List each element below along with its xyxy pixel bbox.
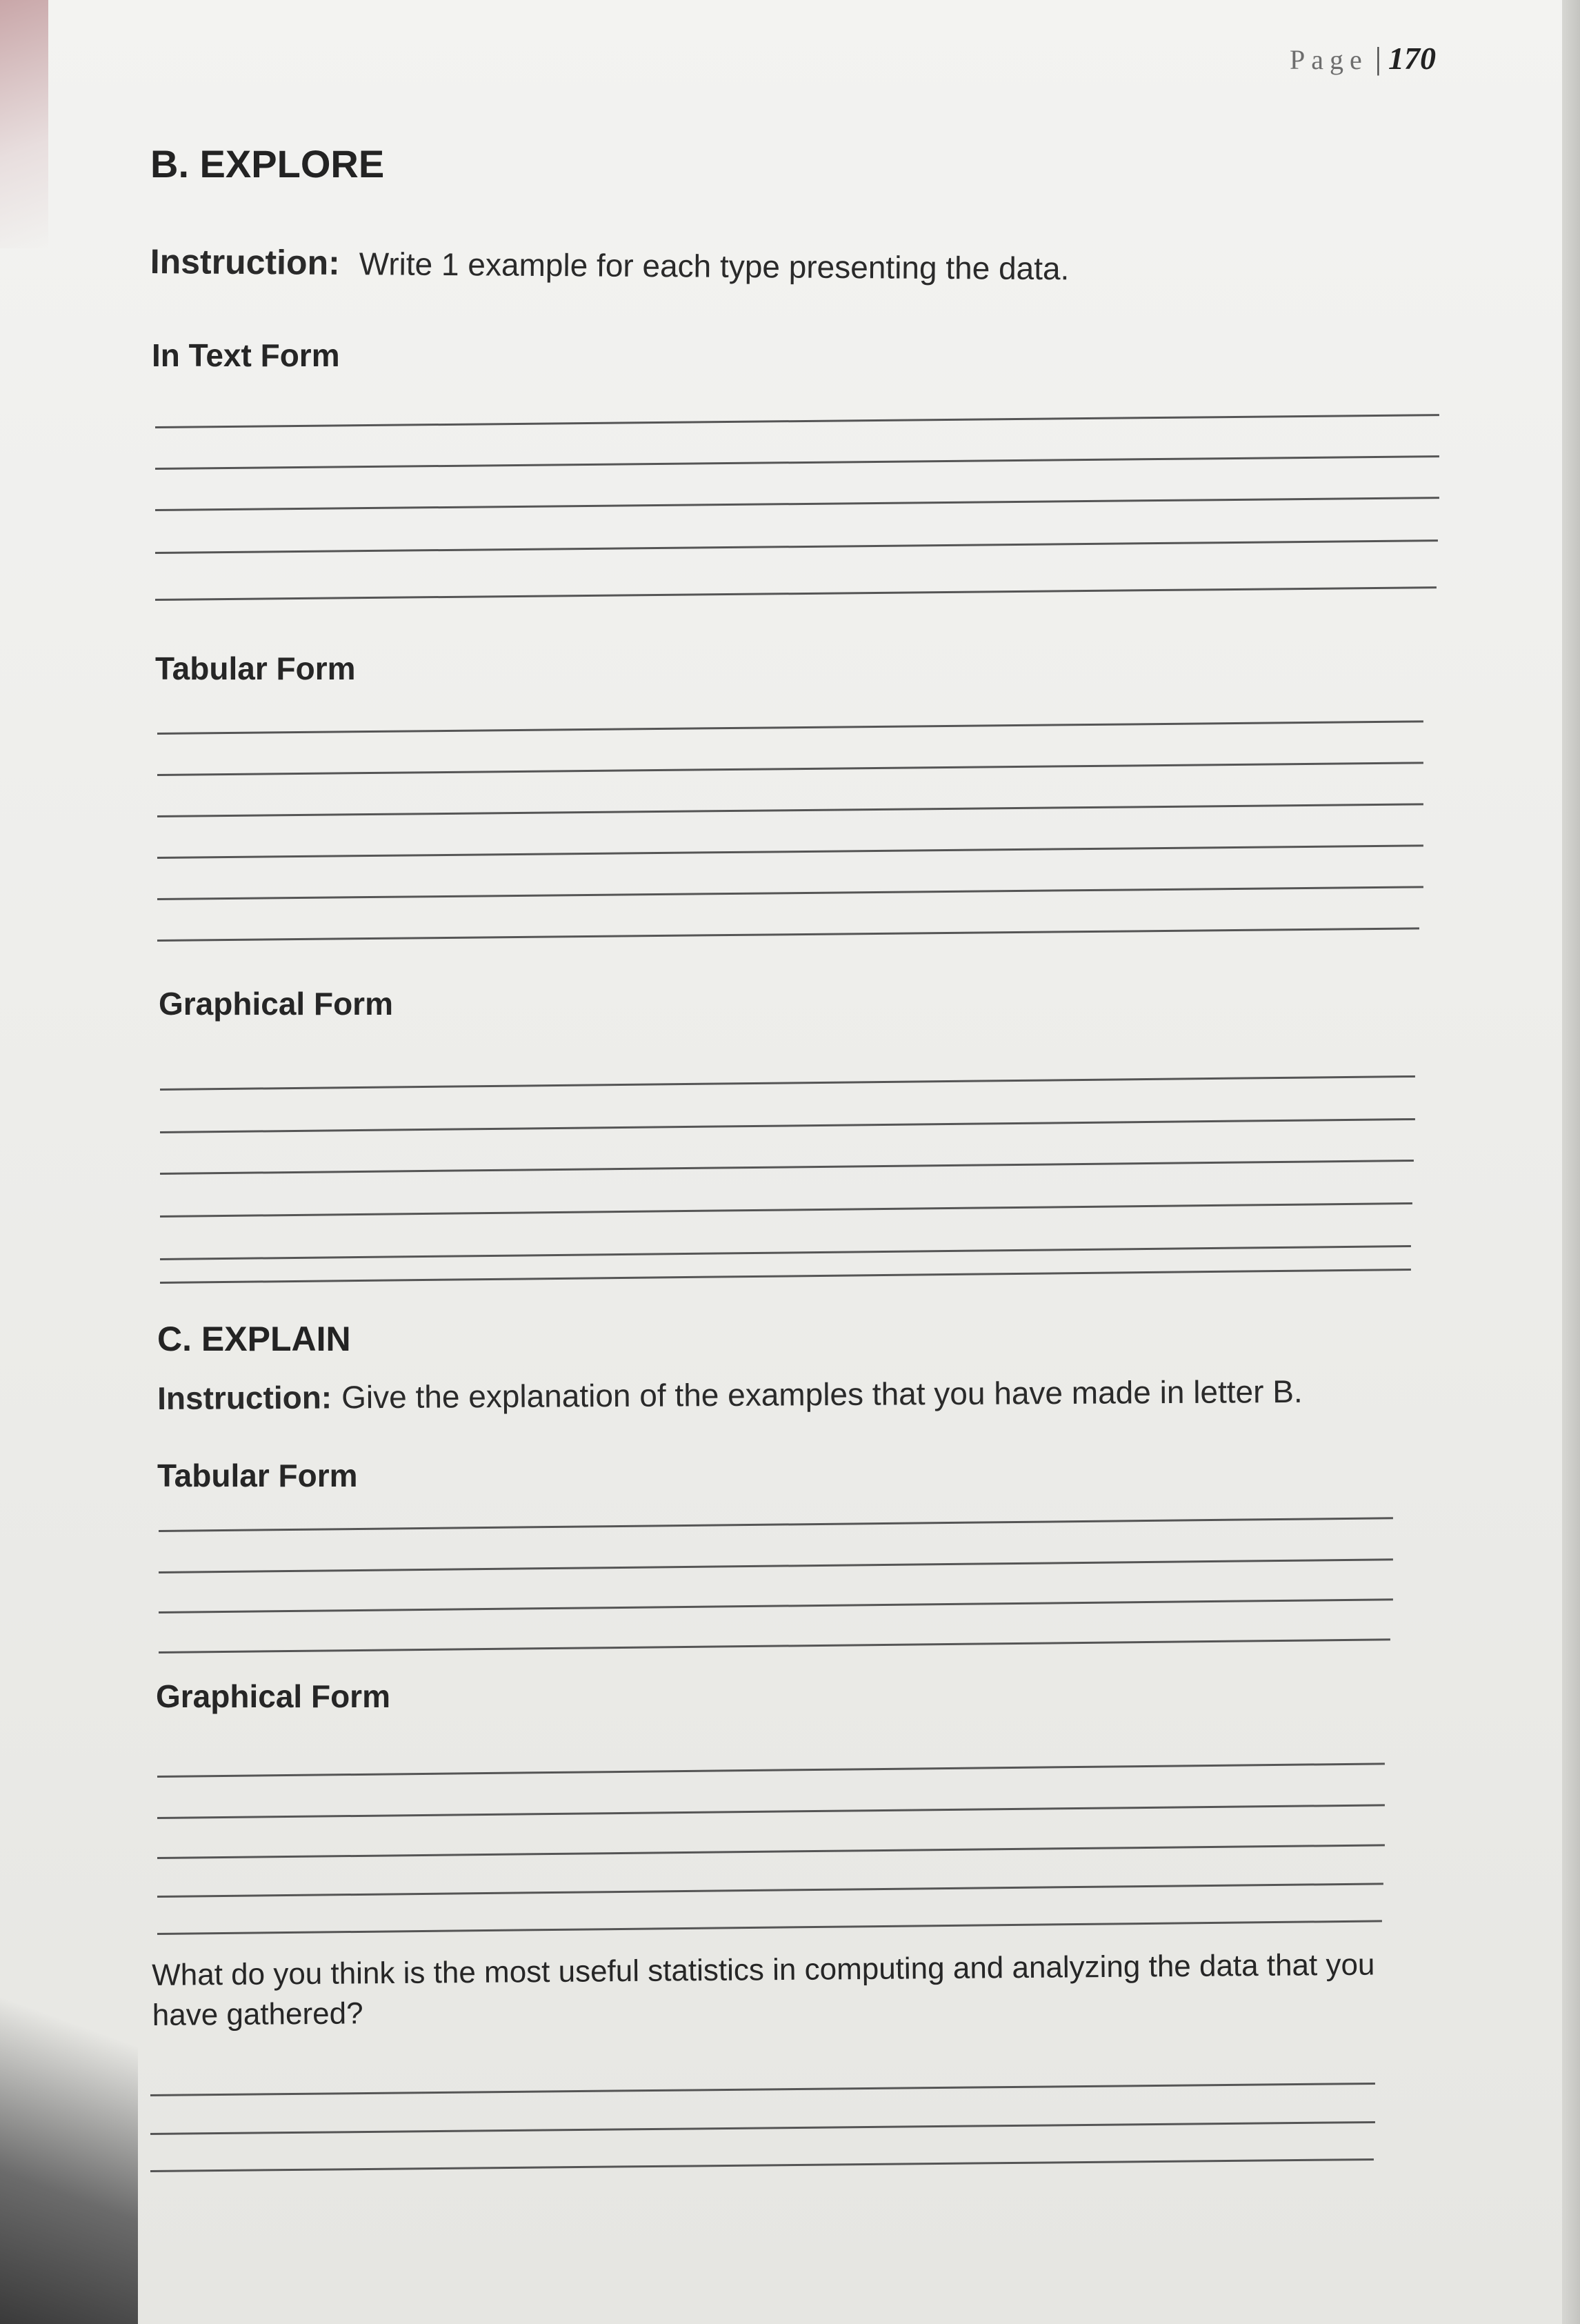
answer-line[interactable] — [160, 1202, 1412, 1218]
answer-line[interactable] — [155, 539, 1438, 554]
answer-line[interactable] — [155, 497, 1439, 511]
answer-line[interactable] — [160, 1075, 1415, 1091]
answer-line[interactable] — [157, 720, 1423, 735]
answer-line[interactable] — [159, 1638, 1390, 1653]
section-title-text-form: In Text Form — [152, 337, 340, 373]
page-number-value: 170 — [1388, 41, 1436, 76]
answer-line[interactable] — [157, 1762, 1385, 1778]
page-number — [1290, 40, 1436, 77]
answer-line[interactable] — [157, 1844, 1385, 1859]
explain-instruction-text: Give the explanation of the examples that you have made in letter B. — [341, 1373, 1303, 1416]
section-title-graphical-form: Graphical Form — [159, 986, 393, 1022]
answer-line[interactable] — [160, 1245, 1411, 1260]
photo-shadow — [0, 1938, 138, 2324]
answer-line[interactable] — [160, 1269, 1411, 1284]
explain-title-graphical-form: Graphical Form — [156, 1678, 390, 1714]
answer-line[interactable] — [159, 1558, 1393, 1573]
answer-line[interactable] — [160, 1118, 1415, 1133]
explore-instruction — [150, 241, 1070, 288]
answer-line[interactable] — [157, 927, 1419, 942]
page-label: Page — [1290, 44, 1368, 75]
answer-line[interactable] — [159, 1598, 1393, 1613]
answer-line[interactable] — [157, 1883, 1383, 1898]
answer-line[interactable] — [155, 586, 1437, 601]
answer-line[interactable] — [150, 2158, 1374, 2172]
answer-line[interactable] — [157, 803, 1423, 817]
explore-instruction-text: Write 1 example for each type presenting the data. — [359, 246, 1070, 287]
explore-heading: B. EXPLORE — [150, 142, 385, 186]
explore-instruction-label: Instruction: — [150, 241, 340, 282]
answer-line[interactable] — [157, 886, 1423, 900]
answer-line[interactable] — [150, 2083, 1375, 2096]
reflection-question-line2: have gathered? — [152, 1996, 363, 2032]
reflection-question — [152, 1945, 1375, 2036]
page-edge — [1562, 0, 1580, 2324]
answer-line[interactable] — [157, 762, 1423, 776]
answer-line[interactable] — [150, 2121, 1375, 2135]
answer-line[interactable] — [155, 455, 1439, 470]
answer-line[interactable] — [155, 414, 1439, 428]
reflection-question-line1: What do you think is the most useful statistics in computing and analyzing the data that you — [152, 1947, 1375, 1992]
explain-heading: C. EXPLAIN — [157, 1320, 351, 1358]
answer-line[interactable] — [157, 1920, 1382, 1935]
explain-instruction — [157, 1373, 1303, 1417]
explain-instruction-label: Instruction: — [157, 1379, 332, 1416]
answer-line[interactable] — [159, 1517, 1393, 1532]
explain-title-tabular-form: Tabular Form — [157, 1458, 358, 1493]
answer-line[interactable] — [157, 844, 1423, 859]
page-separator: | — [1374, 41, 1381, 76]
page-corner — [0, 0, 48, 248]
answer-line[interactable] — [157, 1804, 1385, 1819]
section-title-tabular-form: Tabular Form — [155, 650, 356, 686]
answer-line[interactable] — [160, 1160, 1414, 1175]
